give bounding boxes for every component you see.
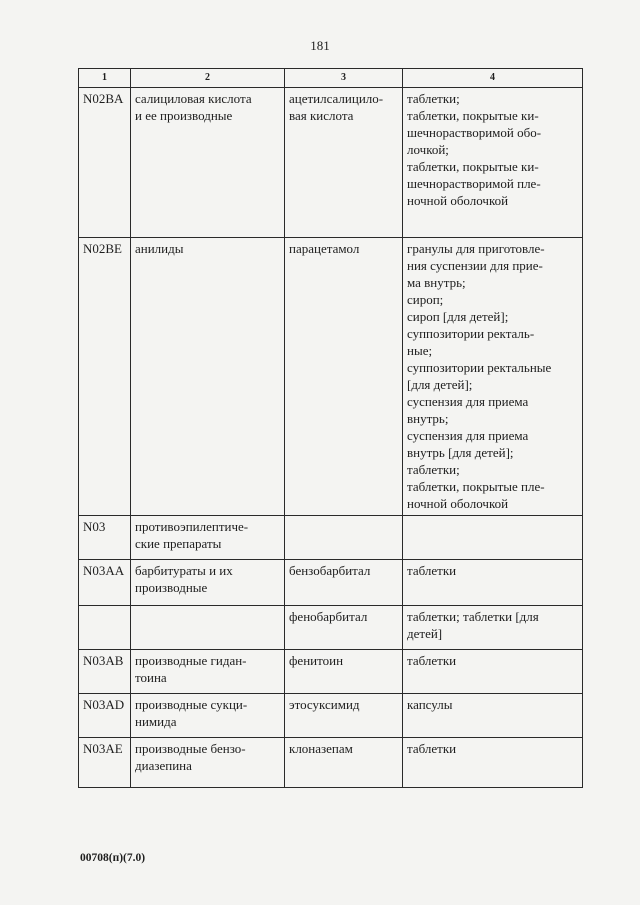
cell-text-line: суспензия для приема (407, 394, 529, 409)
drug-cell (285, 560, 403, 606)
cell-text-line: капсулы (407, 697, 453, 712)
cell-text-line: внутрь; (407, 411, 449, 426)
cell-text-line: производные (135, 580, 208, 595)
cell-text-line: ночной оболочкой (407, 496, 509, 511)
table-row (79, 738, 583, 788)
drug-cell (285, 516, 403, 560)
table-header-row (79, 69, 583, 88)
cell-text-line: нимида (135, 714, 177, 729)
cell-text-line: ния суспензии для прие- (407, 258, 543, 273)
table-row (79, 606, 583, 650)
cell-text-line: этосуксимид (289, 697, 360, 712)
cell-text-line: ские препараты (135, 536, 222, 551)
group-cell (131, 606, 285, 650)
cell-text-line: производные гидан- (135, 653, 247, 668)
cell-text-line: таблетки; (407, 91, 460, 106)
table-row (79, 694, 583, 738)
group-cell (131, 516, 285, 560)
drug-cell (285, 694, 403, 738)
cell-text-line: суппозитории ректаль- (407, 326, 535, 341)
cell-text-line: тоина (135, 670, 167, 685)
cell-text-line: ма внутрь; (407, 275, 466, 290)
column-header: 1 (79, 69, 131, 88)
dosage-forms-cell (403, 738, 583, 788)
cell-text-line: таблетки, покрытые ки- (407, 108, 539, 123)
table-row (79, 560, 583, 606)
cell-text-line: таблетки (407, 653, 457, 668)
column-header: 3 (285, 69, 403, 88)
atc-code-cell (79, 606, 131, 650)
cell-text-line: и ее производные (135, 108, 233, 123)
cell-text-line: суппозитории ректальные (407, 360, 552, 375)
cell-text-line: таблетки, покрытые пле- (407, 479, 545, 494)
table-row (79, 238, 583, 516)
cell-text-line: фенобарбитал (289, 609, 368, 624)
cell-text-line: шечнорастворимой обо- (407, 125, 542, 140)
cell-text-line: бензобарбитал (289, 563, 371, 578)
group-cell (131, 560, 285, 606)
dosage-forms-cell (403, 650, 583, 694)
cell-text-line: сироп; (407, 292, 444, 307)
cell-text-line: детей] (407, 626, 443, 641)
table-row (79, 516, 583, 560)
group-cell (131, 650, 285, 694)
cell-text-line: гранулы для приготовле- (407, 241, 545, 256)
drug-cell (285, 650, 403, 694)
dosage-forms-cell (403, 88, 583, 238)
cell-text-line: ные; (407, 343, 433, 358)
cell-text-line: диазепина (135, 758, 192, 773)
cell-text-line: барбитураты и их (135, 563, 233, 578)
atc-code-cell: N03AB (79, 650, 131, 694)
group-cell (131, 238, 285, 516)
cell-text-line: парацетамол (289, 241, 360, 256)
group-cell (131, 738, 285, 788)
drug-table (78, 68, 583, 788)
cell-text-line: таблетки (407, 741, 457, 756)
cell-text-line: внутрь [для детей]; (407, 445, 514, 460)
cell-text-line: таблетки; таблетки [для (407, 609, 539, 624)
cell-text-line: производные бензо- (135, 741, 246, 756)
document-code: 00708(п)(7.0) (80, 852, 146, 864)
cell-text-line: [для детей]; (407, 377, 473, 392)
dosage-forms-cell (403, 516, 583, 560)
atc-code-cell: N03AD (79, 694, 131, 738)
group-cell (131, 694, 285, 738)
dosage-forms-cell (403, 694, 583, 738)
atc-code-cell: N03AE (79, 738, 131, 788)
cell-text-line: салициловая кислота (135, 91, 252, 106)
column-header: 4 (403, 69, 583, 88)
dosage-forms-cell (403, 238, 583, 516)
atc-code-cell: N02BE (79, 238, 131, 516)
drug-cell (285, 738, 403, 788)
cell-text-line: лочкой; (407, 142, 449, 157)
table-row (79, 88, 583, 238)
cell-text-line: фенитоин (289, 653, 344, 668)
cell-text-line: ацетилсалицило- (289, 91, 384, 106)
atc-code-cell: N03AA (79, 560, 131, 606)
cell-text-line: ночной оболочкой (407, 193, 509, 208)
table-row (79, 650, 583, 694)
cell-text-line: шечнорастворимой пле- (407, 176, 541, 191)
cell-text-line: таблетки (407, 563, 457, 578)
drug-cell (285, 88, 403, 238)
atc-code-cell: N02BA (79, 88, 131, 238)
group-cell (131, 88, 285, 238)
cell-text-line: таблетки, покрытые ки- (407, 159, 539, 174)
cell-text-line: вая кислота (289, 108, 354, 123)
page-number: 181 (310, 38, 330, 53)
cell-text-line: производные сукци- (135, 697, 248, 712)
cell-text-line: клоназепам (289, 741, 353, 756)
cell-text-line: суспензия для приема (407, 428, 529, 443)
atc-code-cell: N03 (79, 516, 131, 560)
drug-cell (285, 238, 403, 516)
cell-text-line: таблетки; (407, 462, 460, 477)
cell-text-line: сироп [для детей]; (407, 309, 509, 324)
column-header: 2 (131, 69, 285, 88)
drug-cell (285, 606, 403, 650)
dosage-forms-cell (403, 560, 583, 606)
dosage-forms-cell (403, 606, 583, 650)
cell-text-line: противоэпилептиче- (135, 519, 249, 534)
cell-text-line: анилиды (135, 241, 184, 256)
